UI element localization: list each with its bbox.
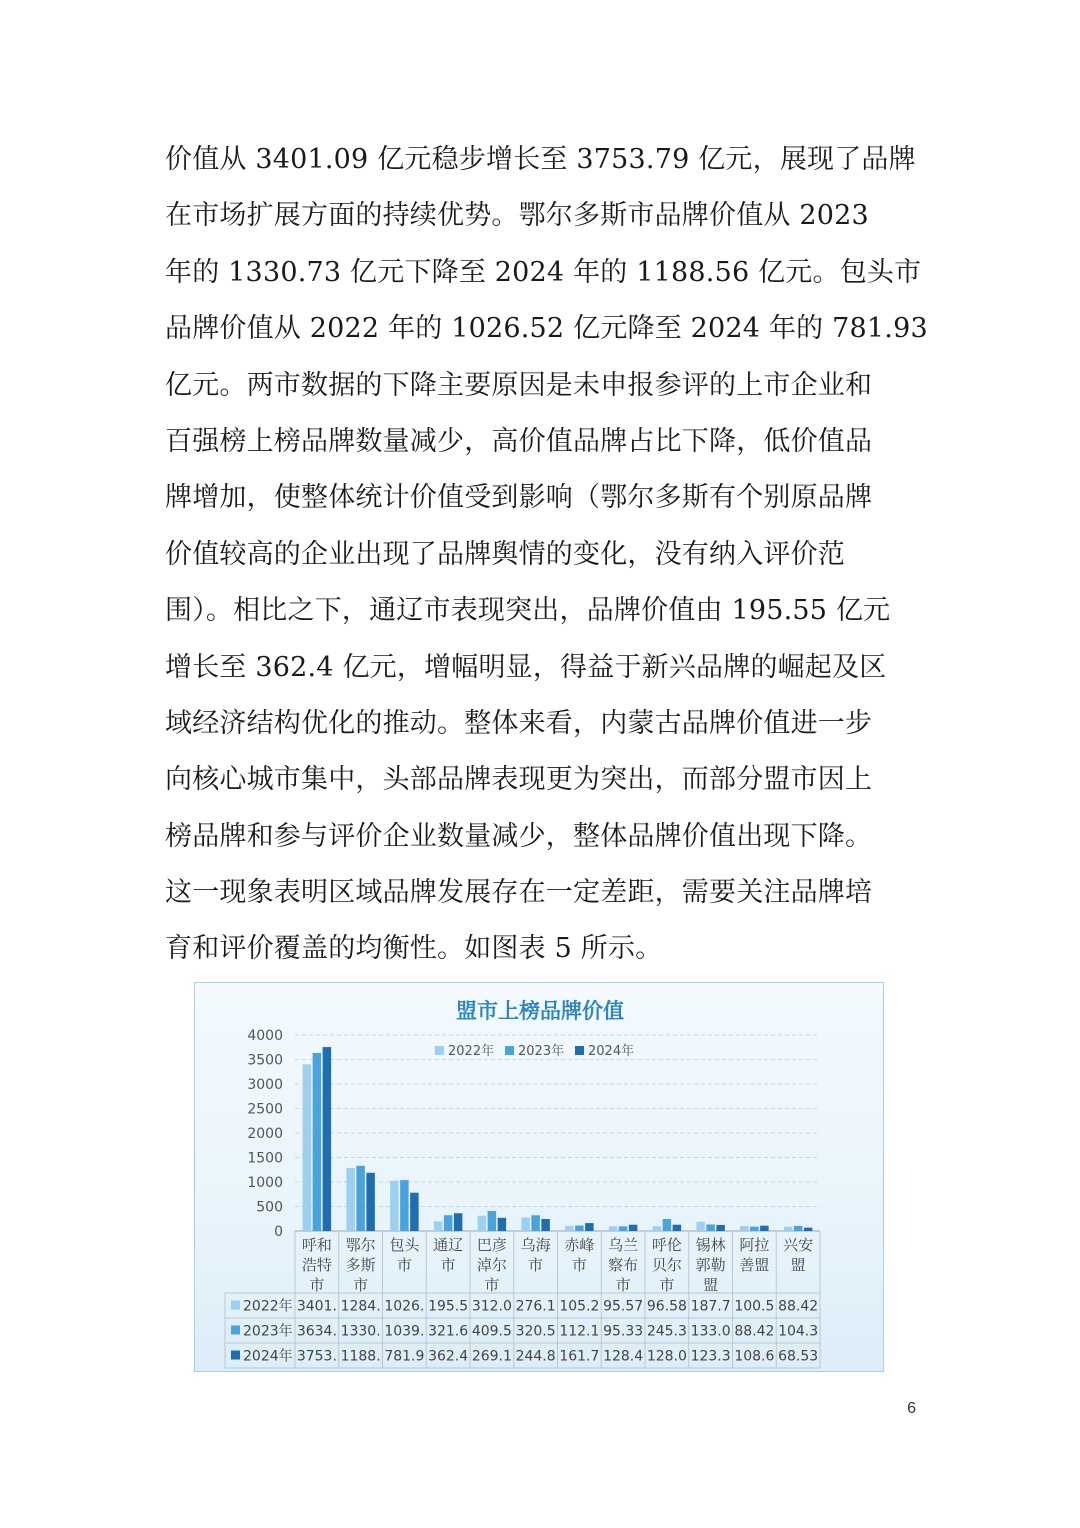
bar — [346, 1168, 355, 1231]
bar — [653, 1226, 662, 1231]
y-tick-label: 1000 — [247, 1175, 283, 1191]
category-label: 阿拉 — [739, 1236, 770, 1254]
table-value: 3634. — [296, 1323, 337, 1340]
table-legend-swatch — [231, 1301, 240, 1310]
category-label: 市 — [396, 1256, 412, 1274]
legend-label: 2023年 — [518, 1044, 565, 1059]
paragraph-line: 围）。相比之下，通辽市表现突出，品牌价值由 195.55 亿元 — [165, 595, 891, 627]
category-label: 市 — [484, 1276, 500, 1294]
paragraph-line: 这一现象表明区域品牌发展存在一定差距，需要关注品牌培 — [165, 877, 873, 909]
paragraph-line: 育和评价覆盖的均衡性。如图表 5 所示。 — [165, 933, 663, 965]
table-value: 321.6 — [428, 1323, 469, 1340]
y-tick-label: 3000 — [247, 1077, 283, 1093]
bar — [750, 1227, 759, 1231]
table-value: 1188. — [340, 1348, 381, 1365]
table-legend-swatch — [231, 1351, 240, 1360]
bar — [706, 1224, 715, 1231]
category-label: 盟 — [703, 1276, 719, 1294]
legend-label: 2024年 — [588, 1044, 635, 1059]
category-label: 多斯 — [345, 1256, 376, 1274]
bar — [696, 1222, 705, 1231]
bar — [663, 1219, 672, 1231]
table-value: 133.0 — [690, 1323, 731, 1340]
category-label: 郭勒 — [695, 1256, 726, 1274]
table-value: 123.3 — [690, 1348, 731, 1365]
bar — [434, 1221, 443, 1231]
table-value: 128.4 — [603, 1348, 644, 1365]
paragraph-line: 亿元。两市数据的下降主要原因是未申报参评的上市企业和 — [165, 369, 873, 401]
table-value: 128.0 — [646, 1348, 687, 1365]
paragraph-line: 增长至 362.4 亿元，增幅明显，得益于新兴品牌的崛起及区 — [165, 651, 887, 683]
table-value: 100.5 — [734, 1298, 775, 1315]
bar — [444, 1215, 453, 1231]
paragraph-line: 域经济结构优化的推动。整体来看，内蒙古品牌价值进一步 — [165, 707, 873, 739]
y-tick-label: 2500 — [247, 1101, 283, 1118]
table-value: 245.3 — [646, 1323, 687, 1340]
bar — [575, 1226, 584, 1231]
category-label: 乌海 — [520, 1236, 551, 1254]
bar — [531, 1215, 540, 1231]
bar — [609, 1226, 618, 1231]
y-tick-label: 3500 — [247, 1052, 283, 1069]
bar-chart — [195, 983, 885, 1373]
category-label: 贝尔 — [651, 1256, 682, 1274]
paragraph-line: 榜品牌和参与评价企业数量减少，整体品牌价值出现下降。 — [165, 820, 873, 852]
table-legend-swatch — [231, 1326, 240, 1335]
table-value: 781.9 — [384, 1348, 425, 1365]
table-value: 105.2 — [559, 1298, 600, 1315]
bar — [410, 1193, 419, 1231]
category-label: 市 — [309, 1276, 325, 1294]
table-value: 104.3 — [778, 1323, 819, 1340]
bar — [454, 1213, 463, 1231]
bar — [629, 1225, 638, 1231]
paragraph-line: 品牌价值从 2022 年的 1026.52 亿元降至 2024 年的 781.93 — [165, 313, 928, 345]
category-label: 通辽 — [433, 1236, 464, 1254]
y-tick-label: 2000 — [247, 1126, 283, 1142]
bar — [356, 1166, 365, 1231]
table-value: 1284. — [340, 1298, 381, 1315]
category-label: 市 — [659, 1276, 675, 1294]
legend-label: 2022年 — [448, 1044, 495, 1059]
paragraph-line: 价值较高的企业出现了品牌舆情的变化，没有纳入评价范 — [165, 538, 845, 570]
table-value: 3401. — [296, 1298, 337, 1315]
paragraph-line: 在市场扩展方面的持续优势。鄂尔多斯市品牌价值从 2023 — [165, 200, 869, 232]
bar — [323, 1047, 332, 1231]
category-label: 鄂尔 — [345, 1236, 376, 1254]
category-label: 呼伦 — [651, 1236, 682, 1254]
category-label: 市 — [440, 1256, 456, 1274]
table-value: 195.5 — [428, 1298, 469, 1315]
bar — [794, 1226, 803, 1231]
table-value: 108.6 — [734, 1348, 775, 1365]
table-series-label: 2024年 — [243, 1348, 293, 1365]
bar — [565, 1226, 574, 1231]
paragraph-line: 价值从 3401.09 亿元稳步增长至 3753.79 亿元，展现了品牌 — [165, 144, 916, 175]
table-value: 95.33 — [603, 1323, 644, 1340]
category-label: 包头 — [389, 1236, 420, 1254]
category-label: 浩特 — [301, 1256, 332, 1274]
bar — [521, 1217, 530, 1231]
table-value: 3753. — [296, 1348, 337, 1365]
category-label: 乌兰 — [608, 1236, 639, 1254]
legend-swatch — [505, 1046, 514, 1055]
bar — [760, 1226, 769, 1231]
table-value: 112.1 — [559, 1323, 600, 1340]
y-tick-label: 1500 — [247, 1150, 283, 1167]
table-value: 362.4 — [428, 1348, 469, 1365]
table-value: 95.57 — [603, 1298, 644, 1315]
table-value: 88.42 — [778, 1298, 819, 1315]
table-value: 409.5 — [471, 1323, 512, 1340]
table-value: 96.58 — [646, 1298, 687, 1315]
bar — [478, 1216, 487, 1231]
table-value: 269.1 — [471, 1348, 512, 1365]
bar — [804, 1228, 813, 1231]
y-tick-label: 4000 — [247, 1028, 283, 1044]
chart-container — [194, 982, 884, 1372]
bar — [740, 1226, 749, 1231]
bar — [303, 1064, 312, 1231]
category-label: 兴安 — [783, 1236, 814, 1254]
paragraph-line: 向核心城市集中，头部品牌表现更为突出，而部分盟市因上 — [165, 764, 873, 796]
table-series-label: 2022年 — [243, 1298, 293, 1315]
table-value: 1039. — [384, 1323, 425, 1340]
bar — [585, 1223, 594, 1231]
category-label: 淖尔 — [476, 1256, 507, 1274]
category-label: 市 — [571, 1256, 587, 1274]
table-value: 320.5 — [515, 1323, 556, 1340]
bar — [619, 1226, 628, 1231]
paragraph-line: 年的 1330.73 亿元下降至 2024 年的 1188.56 亿元。包头市 — [165, 256, 922, 288]
y-tick-label: 500 — [256, 1199, 283, 1216]
category-label: 赤峰 — [564, 1236, 595, 1254]
bar — [400, 1180, 409, 1231]
chart-title: 盟市上榜品牌价值 — [456, 999, 624, 1023]
table-value: 276.1 — [515, 1298, 556, 1315]
legend-swatch — [575, 1046, 584, 1055]
bar — [488, 1211, 497, 1231]
bar — [366, 1173, 375, 1231]
category-label: 市 — [353, 1276, 369, 1294]
category-label: 呼和 — [301, 1236, 332, 1254]
y-tick-label: 0 — [274, 1224, 283, 1240]
bar — [541, 1219, 550, 1231]
table-value: 1026. — [384, 1298, 425, 1315]
table-value: 88.42 — [734, 1323, 775, 1340]
category-label: 巴彦 — [476, 1236, 507, 1254]
legend-swatch — [435, 1046, 444, 1055]
table-value: 312.0 — [471, 1298, 512, 1315]
bar — [390, 1181, 399, 1231]
table-value: 1330. — [340, 1323, 381, 1340]
category-label: 市 — [615, 1276, 631, 1294]
paragraph-line: 牌增加，使整体统计价值受到影响（鄂尔多斯有个别原品牌 — [165, 482, 873, 514]
category-label: 善盟 — [739, 1256, 770, 1274]
bar — [313, 1053, 322, 1231]
table-series-label: 2023年 — [243, 1323, 293, 1340]
category-label: 锡林 — [695, 1236, 726, 1254]
table-value: 244.8 — [515, 1348, 556, 1365]
category-label: 市 — [528, 1256, 544, 1274]
body-paragraph — [165, 132, 928, 978]
bar — [498, 1218, 507, 1231]
category-label: 盟 — [790, 1256, 806, 1274]
bar — [716, 1225, 725, 1231]
table-value: 161.7 — [559, 1348, 600, 1365]
bar — [784, 1227, 793, 1231]
category-label: 察布 — [608, 1256, 639, 1274]
paragraph-line: 百强榜上榜品牌数量减少，高价值品牌占比下降，低价值品 — [165, 425, 873, 457]
bar — [673, 1225, 682, 1231]
table-value: 68.53 — [778, 1348, 819, 1365]
table-value: 187.7 — [690, 1298, 731, 1315]
page-number: 6 — [907, 1400, 916, 1417]
